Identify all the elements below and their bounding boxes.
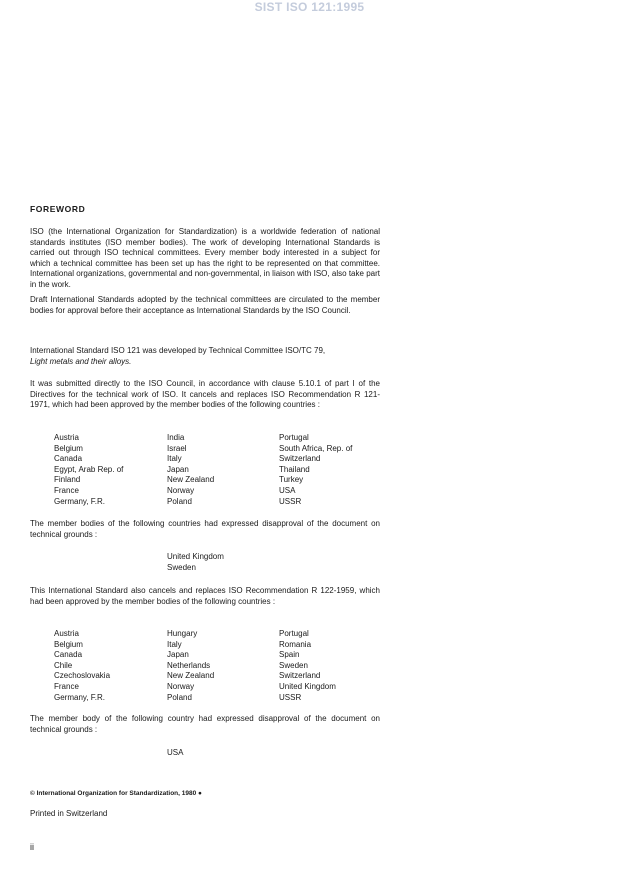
country-name: South Africa, Rep. of xyxy=(279,443,353,453)
paragraph-disapproval-r122: The member body of the following country had expressed disapproval of the document on technical grounds : xyxy=(30,714,380,734)
paragraph-submission: It was submitted directly to the ISO Council, in accordance with clause 5.10.1 of part I of the Directives for the technical work of ISO. It cancels and replaces ISO Recommendation R 121-1971, which had been approved by the member bodies of the following countries : xyxy=(30,379,380,410)
country-name: Belgium xyxy=(54,639,83,649)
country-name: USSR xyxy=(279,692,302,702)
country-name: Germany, F.R. xyxy=(54,496,105,506)
country-name: Egypt, Arab Rep. of xyxy=(54,464,124,474)
country-name: France xyxy=(54,485,79,495)
country-name: Canada xyxy=(54,650,83,660)
disapproving-countries-r122 xyxy=(167,748,183,759)
country-name: Italy xyxy=(167,639,182,649)
approving-countries-r122 xyxy=(54,629,384,703)
country-column xyxy=(279,433,384,507)
country-name: Switzerland xyxy=(279,671,321,681)
country-name: Finland xyxy=(54,475,81,485)
paragraph-committee xyxy=(30,346,380,367)
country-name: USSR xyxy=(279,496,302,506)
country-name: Belgium xyxy=(54,443,83,453)
country-name: USA xyxy=(167,748,184,757)
country-column xyxy=(279,629,384,703)
committee-title: Light metals and their alloys. xyxy=(30,356,132,366)
country-name: Germany, F.R. xyxy=(54,692,105,702)
country-name: New Zealand xyxy=(167,475,215,485)
country-name: Netherlands xyxy=(167,660,211,670)
country-name: Hungary xyxy=(167,629,198,638)
country-name: Canada xyxy=(54,454,83,464)
country-name: Czechoslovakia xyxy=(54,671,111,681)
country-name: Norway xyxy=(167,681,195,691)
country-name: Spain xyxy=(279,650,300,660)
document-watermark: SIST ISO 121:1995 xyxy=(254,0,365,14)
country-name: Chile xyxy=(54,660,73,670)
country-name: Austria xyxy=(54,433,79,442)
country-column xyxy=(167,433,279,507)
country-name: Portugal xyxy=(279,433,309,442)
country-name: Austria xyxy=(54,629,79,638)
approving-countries-r121 xyxy=(54,433,384,507)
country-column xyxy=(54,433,167,507)
disapproving-countries-r121 xyxy=(167,552,224,573)
country-name: Switzerland xyxy=(279,454,321,464)
copyright-notice: © International Organization for Standardization, 1980 ● xyxy=(30,790,202,797)
country-name: Thailand xyxy=(279,464,310,474)
country-name: Israel xyxy=(167,443,187,453)
country-column xyxy=(167,629,279,703)
country-name: France xyxy=(54,681,79,691)
country-name: Norway xyxy=(167,485,195,495)
committee-text: International Standard ISO 121 was developed by Technical Committee ISO/TC 79, xyxy=(30,346,326,355)
paragraph-disapproval-r121: The member bodies of the following countries had expressed disapproval of the document on technical grounds : xyxy=(30,519,380,539)
section-heading: FOREWORD xyxy=(30,204,86,214)
country-name: Portugal xyxy=(279,629,309,638)
country-name: Japan xyxy=(167,464,189,474)
country-name: Turkey xyxy=(279,475,304,485)
page-number: ii xyxy=(30,842,34,852)
country-name: Poland xyxy=(167,692,192,702)
country-name: Japan xyxy=(167,650,189,660)
paragraph-draft-standards: Draft International Standards adopted by the technical committees are circulated to the member bodies for approval before their acceptance as International Standards by the ISO Council. xyxy=(30,295,380,315)
paragraph-iso-intro: ISO (the International Organization for Standardization) is a worldwide federation of national standards institutes (ISO member bodies). The work of developing International Standards is carried out through ISO technical committees. Every member body interested in a subject for which a technical committee has been set up has the right to be represented on that committee. International organizations, governmental and non-governmental, in liaison with ISO, also take part in the work. xyxy=(30,227,380,289)
country-name: New Zealand xyxy=(167,671,215,681)
country-name: Romania xyxy=(279,639,312,649)
printed-location: Printed in Switzerland xyxy=(30,809,108,818)
country-name: Sweden xyxy=(279,660,308,670)
country-column xyxy=(54,629,167,703)
country-name: Sweden xyxy=(167,562,196,572)
country-name: United Kingdom xyxy=(167,552,224,561)
country-name: USA xyxy=(279,485,296,495)
country-name: United Kingdom xyxy=(279,681,336,691)
country-name: India xyxy=(167,433,185,442)
country-name: Italy xyxy=(167,454,182,464)
paragraph-r122: This International Standard also cancels and replaces ISO Recommendation R 122-1959, which had been approved by the member bodies of the following countries : xyxy=(30,586,380,606)
country-name: Poland xyxy=(167,496,192,506)
